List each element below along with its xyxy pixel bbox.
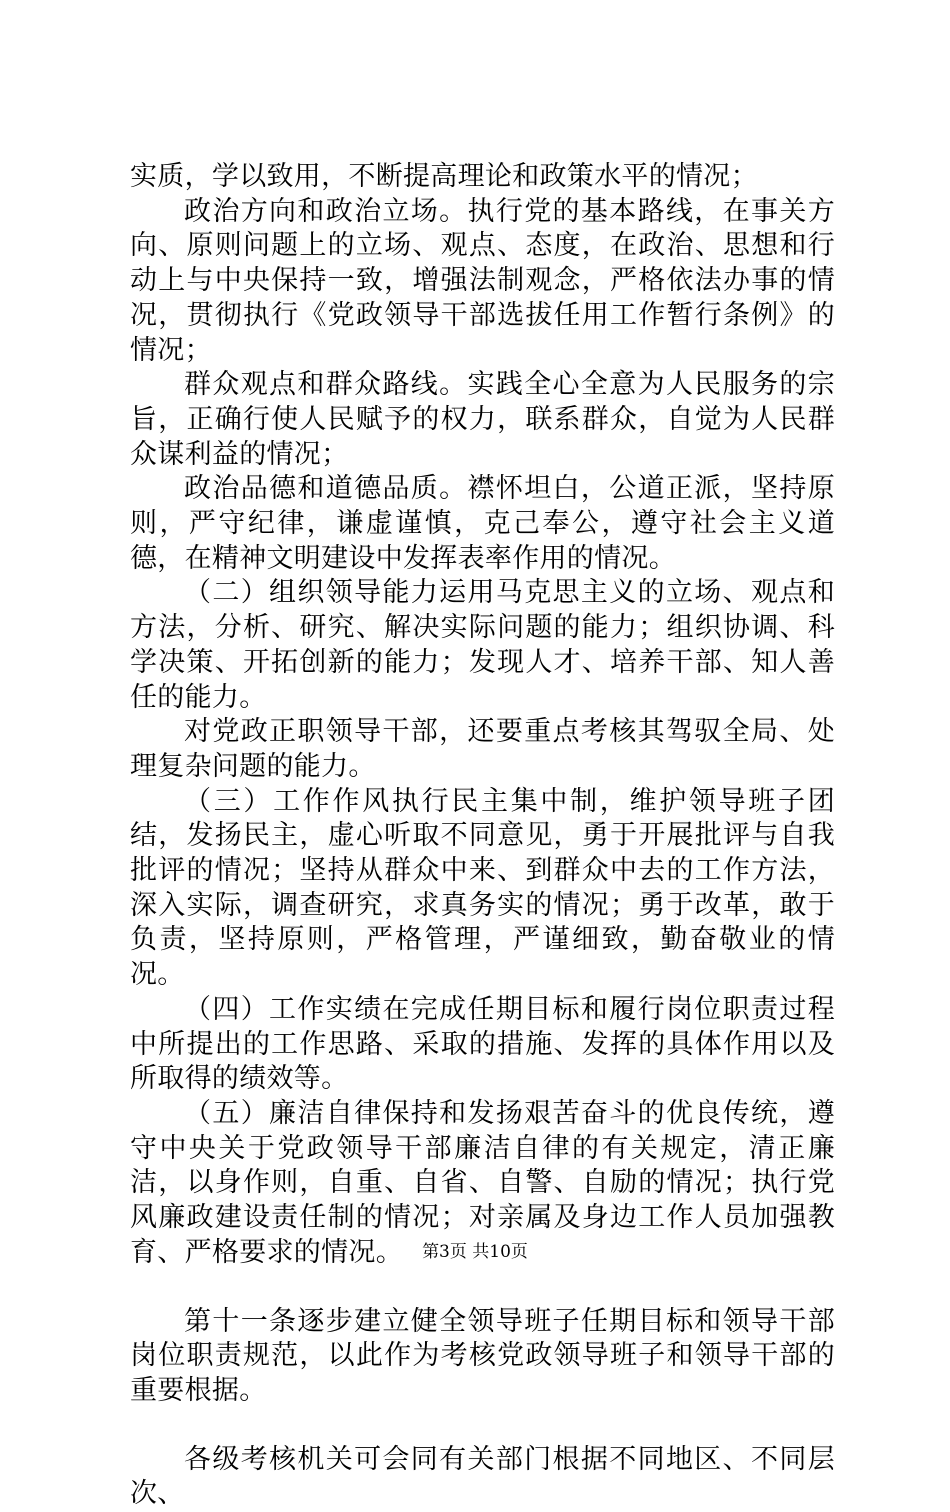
- paragraph-principal-leaders: 对党政正职领导干部，还要重点考核其驾驭全局、处理复杂问题的能力。: [130, 716, 835, 782]
- paragraph-moral-character: 政治品德和道德品质。襟怀坦白，公道正派，坚持原则，严守纪律，谦虚谨慎，克己奉公，遵守社会主义道德，在精神文明建设中发挥表率作用的情况。: [130, 473, 835, 574]
- paragraph-continuation: 实质，学以致用，不断提高理论和政策水平的情况；: [130, 161, 758, 192]
- paragraph-article-eleven: 第十一条逐步建立健全领导班子任期目标和领导干部岗位职责规范，以此作为考核党政领导班子和领导干部的重要根据。: [130, 1305, 835, 1406]
- paragraph-work-style: （三）工作作风执行民主集中制，维护领导班子团结，发扬民主，虚心听取不同意见，勇于开展批评与自我批评的情况；坚持从群众中来、到群众中去的工作方法，深入实际，调查研究，求真务实的情况；勇于改革，敢于负责，坚持原则，严格管理，严谨细致，勤奋敬业的情况。: [130, 785, 835, 991]
- paragraph-integrity: （五）廉洁自律保持和发扬艰苦奋斗的优良传统，遵守中央关于党政领导干部廉洁自律的有关规定，清正廉洁，以身作则，自重、自省、自警、自励的情况；执行党风廉政建设责任制的情况；对亲属及身边工作人员加强教育、严格要求的情况。: [130, 1097, 835, 1268]
- paragraph-leadership-ability: （二）组织领导能力运用马克思主义的立场、观点和方法，分析、研究、解决实际问题的能力；组织协调、科学决策、开拓创新的能力；发现人才、培养干部、知人善任的能力。: [130, 577, 835, 713]
- document-body: [130, 160, 835, 1512]
- paragraph-work-performance: （四）工作实绩在完成任期目标和履行岗位职责过程中所提出的工作思路、采取的措施、发挥的具体作用以及所取得的绩效等。: [130, 993, 835, 1095]
- paragraph-mass-line: 群众观点和群众路线。实践全心全意为人民服务的宗旨，正确行使人民赋予的权力，联系群众，自觉为人民群众谋利益的情况；: [130, 369, 835, 470]
- paragraph-assessment-organs: 各级考核机关可会同有关部门根据不同地区、不同层次、: [130, 1443, 835, 1510]
- page-number-footer: 第3页 共10页: [422, 1242, 528, 1262]
- paragraph-political-direction: 政治方向和政治立场。执行党的基本路线，在事关方向、原则问题上的立场、观点、态度，在政治、思想和行动上与中央保持一致，增强法制观念，严格依法办事的情况，贯彻执行《党政领导干部选拔任用工作暂行条例》的情况；: [130, 195, 835, 366]
